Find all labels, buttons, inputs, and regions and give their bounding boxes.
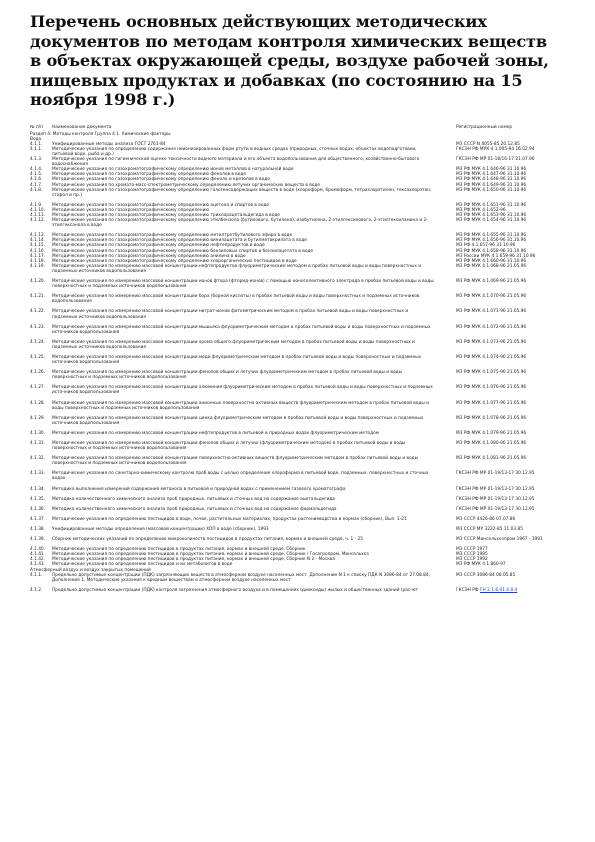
row-registration-number: МЗ РФ МУК 4.1.069-96 21.05.96: [456, 279, 527, 285]
row-document-name: Унифицированные методы анализа ГОСТ 2761-84: [52, 141, 166, 147]
row-registration-number: МЗ РФ МУК 4.1.070-96 21.05.96: [456, 294, 527, 300]
registration-link[interactable]: ГН 2.1.6.01.4.8.4: [479, 587, 518, 593]
row-number: 4.1.35.: [30, 496, 46, 502]
row-registration-number: МЗ РФ МУК 4.1.654-96 31.10.96: [456, 218, 527, 224]
row-registration-number: МЗ РФ МУК 4.1.080-96 21.05.96: [456, 441, 527, 446]
row-number: 4.1.17.: [30, 253, 46, 259]
row-registration-number: МЗ СССР 1992: [456, 557, 488, 563]
row-registration-number: МЗ РФ МУК 4.1.650-96 31.10.96: [456, 187, 527, 193]
row-document-name: Методические указания по измерению массовой концентрации анионных поверхностно-активных веществ флуориметрическим методом в пробах питьевой воды и воды поверхностных и подземных источников водопользования: [52, 400, 429, 411]
row-registration-number: МЗ РФ МУК 4.1.652-96: [456, 207, 506, 213]
row-number: 4.1.26.: [30, 370, 46, 376]
row-document-name: Методические указания по измерению массовой концентрации алюминия флуориметрическим методом в пробах питьевой воды и воды поверхностных и подземных источников водопользования: [52, 385, 433, 396]
row-document-name: Предельно допустимые концентрации (ПДК) загрязняющих веществ в атмосферном воздухе населенных мест. Дополнение N 1 к списку ПДК N 3086-84 от 27.08.84, Дополнение 1, Методические указания к вредным веществам в атмосферном воздухе населенных мест: [52, 572, 430, 583]
table-row: [30, 309, 563, 319]
table-row: [30, 507, 563, 512]
row-number: 4.1.31.: [30, 441, 46, 446]
row-registration-number: МЗ РФ МУК 4.1.079-96 21.05.96: [456, 430, 527, 436]
row-registration-number: МЗ РФ МУК 4.1.649-96 31.10.96: [456, 182, 527, 188]
row-document-name: Методические указания по измерению массовой концентрации фенолов общих и летучих флуориметрическим методом в пробах питьевой воды и воды поверхностных и подземных источников водопользования: [52, 370, 402, 381]
row-number: 4.1.30.: [30, 430, 46, 436]
row-document-name: Методические указания по газохроматографическому определению трихлорацетальдегида в воде: [52, 213, 280, 218]
row-document-name: Унифицированные методы определения (массовой концентрации) ХОП в воде (сборник), 1993: [52, 526, 269, 532]
row-number: 4.1.4.: [30, 167, 43, 173]
row-number: 4.1.13.: [30, 233, 46, 239]
row-number: 4.1.33.: [30, 471, 46, 477]
table-row: [30, 416, 563, 426]
row-registration-number: МЗ РФ МУК 4.1.860-97: [456, 562, 506, 568]
row-number: 4.1.18.: [30, 258, 46, 264]
air-table: [30, 573, 563, 593]
row-registration-number: МЗ СССР МУ 3222-85 11.03.85: [456, 526, 523, 532]
row-number: 4.1.24.: [30, 339, 46, 345]
subsection-air: Атмосферный воздух и воздух закрытых помещений: [30, 567, 151, 573]
row-registration-number: МЗ РФ МУК 4.1.075-96 21.05.96: [456, 370, 527, 376]
row-number: 4.1.29.: [30, 415, 46, 421]
row-document-name: Методические указания по определению пестицидов в продуктах питания, кормах и внешней среде, Сборник / Госагропром, Минсельхоз: [52, 552, 369, 558]
table-row: [30, 562, 563, 567]
table-row: [30, 385, 563, 395]
row-number: 4.1.23.: [30, 324, 46, 330]
row-number: 4.1.16.: [30, 248, 46, 254]
row-document-name: Методические указания по измерению массовой концентрации мышьяка флуориметрическим методом в пробах питьевой воды и воды поверхностных и подземных источников водопользования: [52, 324, 431, 335]
row-registration-number: МЗ РФ МУК 4.1.656-96 31.10.96: [456, 238, 527, 244]
row-number: 4.1.22.: [30, 309, 46, 315]
row-number: 4.1.21.: [30, 294, 46, 300]
row-number: 4.1.5.: [30, 172, 43, 178]
row-document-name: Сборник методических указаний по определению микроколичеств пестицидов в продуктах питания, кормах и внешней среде, ч. 1 - 25: [52, 537, 363, 543]
row-number: 4.1.27.: [30, 385, 46, 391]
row-document-name: Методические указания по определению содержания неионизированных форм ртути в водных средах (природных, сточных водах, объектах водоподготовки, питьевой воде, рыба и др.): [52, 146, 417, 157]
row-registration-number: ГКСЭН РФ МР 01-19/13-17 30.12.95: [456, 471, 535, 477]
row-registration-number: МЗ РФ МУК 4.1.078-96 21.05.96: [456, 415, 527, 421]
table-row: [30, 188, 563, 198]
row-registration-number: МЗ СССР 4426-86 07.07.86: [456, 516, 516, 522]
table-row: [30, 264, 563, 274]
row-document-name: Методические указания по измерению массовой концентрации меди флуориметрическим методом в пробах питьевой воды и воды поверхностных и подземных источников водопользования: [52, 354, 422, 366]
table-row: [30, 431, 563, 436]
row-number: 4.1.38.: [30, 526, 46, 532]
row-document-name: Методические указания по газохроматографическому определению галогенсодержащих веществ в воде (хлороформ, бромоформ, тетрахлорэтилен, гексахлорэтан, стирол и пр.): [52, 187, 432, 198]
row-document-name: Методические указания по гигиенической оценке токсичности водного материала и его объекта водопользования для общественного, хозяйственно-бытового водоснабжения: [52, 157, 420, 168]
row-number: 4.1.37.: [30, 516, 46, 522]
row-number: 4.1.25.: [30, 354, 46, 360]
row-document-name: Методические указания по газохроматографическому определению ацетона и спиртов в воде: [52, 202, 270, 208]
subsection-water: Вода: [30, 136, 42, 142]
section-heading: Раздеп 4. Методы контроля Группа 4.1. Химические факторы: [30, 131, 171, 137]
row-number: 4.1.1.: [30, 146, 43, 152]
header-num: № п/п: [30, 124, 43, 130]
row-number: 4.1.2.: [30, 587, 43, 593]
table-row: [30, 218, 563, 228]
row-document-name: Методические указания по определению пестицидов в продуктах питания, кормах и внешней среде, Сборник N 2 - Москва: [52, 557, 335, 563]
page-title: Перечень основных действующих методических документов по методам контроля химических веществ в объектах окружающей среды, воздухе рабочей зоны, пищевых продуктах и добавках (по состоянию на 15 ноября 1998 г.): [30, 12, 549, 109]
row-number: 4.1.11.: [30, 213, 46, 218]
row-number: 4.1.42.: [30, 557, 46, 563]
row-registration-number: МЗ СССР N 4055-85 20.12.85: [456, 141, 520, 147]
row-registration-number: МЗ РФ МУК 4.1.646-96 31.10.96: [456, 167, 527, 173]
row-number: 4.1.1.: [30, 141, 43, 147]
row-registration-number: ГКСЭН РФ МУК 4.1.005-94 16.02.94: [456, 146, 535, 152]
row-document-name: Методические указания по газохроматографическому определению хлорорганических пестицидов в воде: [52, 258, 297, 264]
row-number: 4.1.15.: [30, 243, 46, 249]
row-registration-number: МЗ РФ 4.1.657-96 31.10.96: [456, 243, 516, 249]
table-header: [30, 125, 563, 130]
table-row: [30, 157, 563, 167]
table-row: [30, 355, 563, 365]
row-document-name: Методические указания по газохроматографическому определению бензиловых спиртов и бензилацетата в воде: [52, 248, 314, 254]
row-number: 4.1.39.: [30, 537, 46, 543]
row-registration-number: ГКСЭН РФ МР 01-18/16-17 21.07.96: [456, 157, 535, 163]
row-number: 4.1.41.: [30, 552, 46, 558]
row-number: 4.1.9.: [30, 202, 43, 208]
row-registration-number: МЗ РФ МУК 4.1.073-96 21.05.96: [456, 339, 527, 345]
row-document-name: Методика количественного химического анализа проб природных, питьевых и сточных вод на содержание формальдегида: [52, 506, 337, 512]
row-registration-number: МЗ РФ МУК 4.1.648-96 31.10.96: [456, 177, 527, 183]
table-row: [30, 441, 563, 451]
row-registration-number: МЗ СССР 3086-84 08.05.85: [456, 572, 516, 578]
table-row: [30, 279, 563, 289]
row-number: 4.1.3.: [30, 157, 43, 163]
row-document-name: Методические указания по измерению массовой концентрации фенолов общих и летучих (флуориметрическим методом) в пробах питьевой воды и воды поверхностных и подземных источников водопользования: [52, 441, 406, 452]
row-registration-number: МЗ РФ МУК 4.1.068-96 21.05.96: [456, 263, 527, 269]
row-registration-number: ГКСЭН РФ МР 01-19/13-17 30.12.95: [456, 496, 535, 502]
table-row: [30, 340, 563, 350]
row-document-name: Методические указания по санитарно-химическому контролю проб воды с целью определения хлороформа в питьевой воде, подземных, поверхностных и сточных водах: [52, 471, 429, 482]
table-row: [30, 401, 563, 411]
row-document-name: Методические указания по газохроматографическому определению анилина в воде: [52, 253, 246, 259]
row-document-name: Методические указания по измерению массовой концентрации нефтепродуктов в питьевой и природных водах флуориметрическим методом: [52, 430, 379, 436]
row-number: 4.1.6.: [30, 177, 43, 183]
row-document-name: Методические указания по газохроматографическому определению винилацетата и бутилметакрилата в воде: [52, 238, 307, 244]
row-number: 4.1.32.: [30, 456, 46, 462]
row-registration-number: МЗ России МУК 4.1.659-96 31.10.96: [456, 253, 536, 259]
row-document-name: Методические указания по газохроматографическому определению: [52, 207, 209, 213]
table-row: [30, 294, 563, 304]
header-name: Наименование документа: [52, 124, 112, 130]
row-registration-number: МЗ РФ МУК 4.1.653-96 31.10.96: [456, 213, 527, 218]
row-number: 4.1.20.: [30, 279, 46, 285]
table-row: [30, 147, 563, 157]
row-number: 4.1.7.: [30, 182, 43, 188]
row-document-name: Методические указания по измерению массовой концентрации ионов фтора (фторид-ионов) с помощью ионоселективного электрода в пробах питьевой воды и воды поверхностных и подземных источников водопользования: [52, 279, 434, 290]
row-document-name: Методические указания по газохроматографическому определению ионов металлов в натуральной воде: [52, 167, 294, 173]
table-row: [30, 325, 563, 335]
row-document-name: Методические указания по газохроматографическому определению этилбензола (бутилового, бутилена), изобутилена, 2-этилгексилового, 2-этилгексиламина и 2-этилгексанола в воде: [52, 218, 428, 229]
row-number: 4.1.14.: [30, 238, 46, 244]
row-registration-number: МЗ РФ МУК 4.1.077-96 21.05.96: [456, 400, 527, 406]
row-registration-number: МЗ РФ МУК 4.1.081-96 21.05.96: [456, 456, 527, 462]
row-number: 4.1.10.: [30, 207, 46, 213]
row-number: 4.1.43.: [30, 562, 46, 568]
row-document-name: Методические указания по измерению массовой концентрации хрома общего флуориметрическим методом в пробах питьевой воды и воды поверхностных и подземных источников водопользования: [52, 339, 415, 350]
row-registration-number: МЗ РФ МУК 4.1.074-96 21.05.96: [456, 354, 527, 360]
row-number: 4.1.34.: [30, 486, 46, 492]
row-registration-number: ГКСЭН РФ МР 01-19/13-17 30.12.95: [456, 486, 535, 492]
row-number: 4.1.1.: [30, 572, 43, 578]
row-registration-number: МЗ РФ МУК 4.1.658-96 31.10.96: [456, 248, 527, 254]
table-row: [30, 487, 563, 492]
row-document-name: Методические указания по измерению массовой концентрации нитрат-ионов фотометрическим методом в пробах питьевой воды и воды поверхностных и подземных источников водопользования: [52, 309, 409, 320]
row-number: 4.1.40.: [30, 547, 46, 553]
row-document-name: Методические указания по определению пестицидов в воде, почве, растительных материалах, продуктах растениеводства и кормах (сборник), Вып. 1-21: [52, 516, 407, 522]
row-document-name: Методика количественного химического анализа проб природных, питьевых и сточных вод на содержание ацетальдегида: [52, 496, 335, 502]
row-registration-number: МЗ РФ МУК 4.1.651-96 31.10.96: [456, 202, 527, 208]
table-row: [30, 471, 563, 481]
table-row: [30, 517, 563, 522]
row-number: 4.1.36.: [30, 506, 46, 512]
row-registration-number: МЗ РФ МУК 4.1.076-96 21.05.96: [456, 385, 527, 391]
row-document-name: Методические указания по измерению массовой концентрации цинка флуориметрическим методом в пробах питьевой воды и воды поверхностных и подземных источников водопользования: [52, 415, 424, 426]
row-registration-number: [456, 588, 563, 593]
row-number: 4.1.8.: [30, 187, 43, 193]
row-number: 4.1.28.: [30, 400, 46, 406]
row-registration-number: ГКСЭН РФ МР 01-19/13-17 30.12.95: [456, 506, 535, 512]
row-document-name: Методические указания по газохроматографическому определению фенола и крезолов в воде: [52, 177, 270, 183]
row-registration-number: МЗ РФ МУК 4.1.647-96 31.10.96: [456, 172, 527, 178]
row-registration-number: МЗ СССР 1977: [456, 547, 488, 553]
row-registration-number: МЗ РФ МУК 4.1.660-96 31.10.96: [456, 258, 527, 264]
table-row: [30, 456, 563, 466]
row-registration-number: МЗ РФ МУК 4.1.072-96 21.05.96: [456, 324, 527, 330]
table-row: [30, 588, 563, 593]
row-document-name: Методические указания по измерению массовой концентрации поверхностно-активных веществ флуориметрическим методом в пробах питьевой воды и воды поверхностных и подземных источников водопользования: [52, 456, 419, 467]
row-registration-number: МЗ РФ МУК 4.1.071-96 21.05.96: [456, 309, 527, 315]
row-document-name: Методические указания по измерению массовой концентрации бора (борной кислоты) в пробах питьевой воды и воды поверхностных и подземных источников водопользования: [52, 294, 420, 305]
table-row: [30, 537, 563, 542]
row-document-name: Методические указания по газохроматографическому определению нефтепродуктов в воде: [52, 243, 265, 249]
row-document-name: Методика выполнения измерений содержания метанола в питьевой и природной водах с применением газового хроматографа: [52, 486, 346, 492]
row-document-name: Предельно допустимые концентрации (ПДК) контроля загрязнения атмосферного воздуха и в помещениях (диоксиды) жилых и общественных зданий (расчет: [52, 587, 418, 593]
row-document-name: Методические указания по хромато-масс-спектрометрическому определению летучих органических веществ в воде: [52, 182, 321, 188]
table-row: [30, 573, 563, 583]
row-document-name: Методические указания по определению пестицидов в продуктах питания, кормах и внешней среде, Сборник: [52, 547, 306, 553]
row-document-name: Методические указания по измерению массовой концентрации нефтепродуктов флуориметрическим методом в пробах питьевой воды и воды поверхностных и подземных источников водопользования: [52, 263, 422, 274]
table-row: [30, 527, 563, 532]
registration-prefix: ГКСЭН РФ: [456, 587, 479, 593]
row-document-name: Методические указания по газохроматографическому определению метилтретбутилового эфира в воде: [52, 233, 293, 239]
table-row: [30, 370, 563, 380]
row-document-name: Методические указания по определению пестицидов и их метаболитов в воде: [52, 562, 233, 568]
row-document-name: Методические указания по газохроматографическому определению фенолов в воде: [52, 172, 247, 178]
table-row: [30, 497, 563, 502]
row-number: 4.1.12.: [30, 218, 46, 224]
row-number: 4.1.19.: [30, 263, 46, 269]
row-registration-number: МЗ СССР 1985: [456, 552, 488, 558]
header-reg: Регистрационный номер: [456, 124, 513, 130]
row-registration-number: МЗ РФ МУК 4.1.655-96 31.10.96: [456, 233, 527, 239]
row-registration-number: МЗ СССР Минсельхозпром 1967 - 1991: [456, 537, 543, 543]
document-table: [30, 142, 563, 568]
